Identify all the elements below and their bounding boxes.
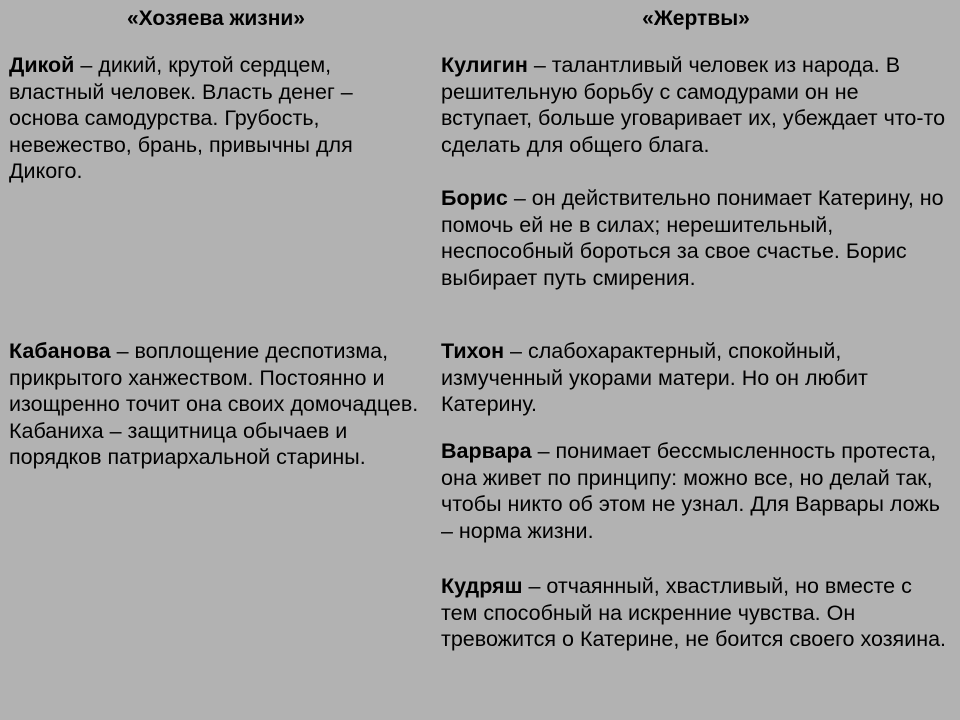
character-description: – понимает бессмысленность протеста, она живет по принципу: можно все, но делай так, чтобы никто об этом не узнал. Для Варвары ложь – норма жизни. xyxy=(441,439,940,543)
character-name: Кулигин xyxy=(441,53,528,77)
character-description: – воплощение деспотизма, прикрытого ханжеством. Постоянно и изощренно точит она своих домочадцев. Кабаниха – защитница обычаев и порядков патриархальной старины. xyxy=(9,339,419,469)
column-header-masters: «Хозяева жизни» xyxy=(127,7,305,30)
character-description: – он действительно понимает Катерину, но помочь ей не в силах; нерешительный, неспособный бороться за свое счастье. Борис выбирает путь смирения. xyxy=(441,186,944,290)
character-name: Кудряш xyxy=(441,574,523,598)
character-name: Дикой xyxy=(9,53,75,77)
character-description: – дикий, крутой сердцем, властный человек. Власть денег – основа самодурства. Грубость, невежество, брань, привычны для Дикого. xyxy=(9,53,353,183)
character-dikoy xyxy=(9,52,425,185)
character-description: – отчаянный, хвастливый, но вместе с тем способный на искренние чувства. Он тревожится о Катерине, не боится своего хозяина. xyxy=(441,574,947,651)
character-name: Кабанова xyxy=(9,339,111,363)
column-header-victims: «Жертвы» xyxy=(642,7,750,30)
character-description: – слабохарактерный, спокойный, измученный укорами матери. Но он любит Катерину. xyxy=(441,339,868,416)
character-name: Варвара xyxy=(441,439,532,463)
character-kuligin xyxy=(441,52,953,158)
character-name: Тихон xyxy=(441,339,505,363)
character-name: Борис xyxy=(441,186,508,210)
character-varvara xyxy=(441,438,953,544)
character-tikhon xyxy=(441,338,953,418)
character-kudryash xyxy=(441,573,953,653)
character-kabanova xyxy=(9,338,425,471)
character-description: – талантливый человек из народа. В решительную борьбу с самодурами он не вступает, больше уговаривает их, убеждает что-то сделать для общего блага. xyxy=(441,53,946,157)
character-boris xyxy=(441,185,953,291)
